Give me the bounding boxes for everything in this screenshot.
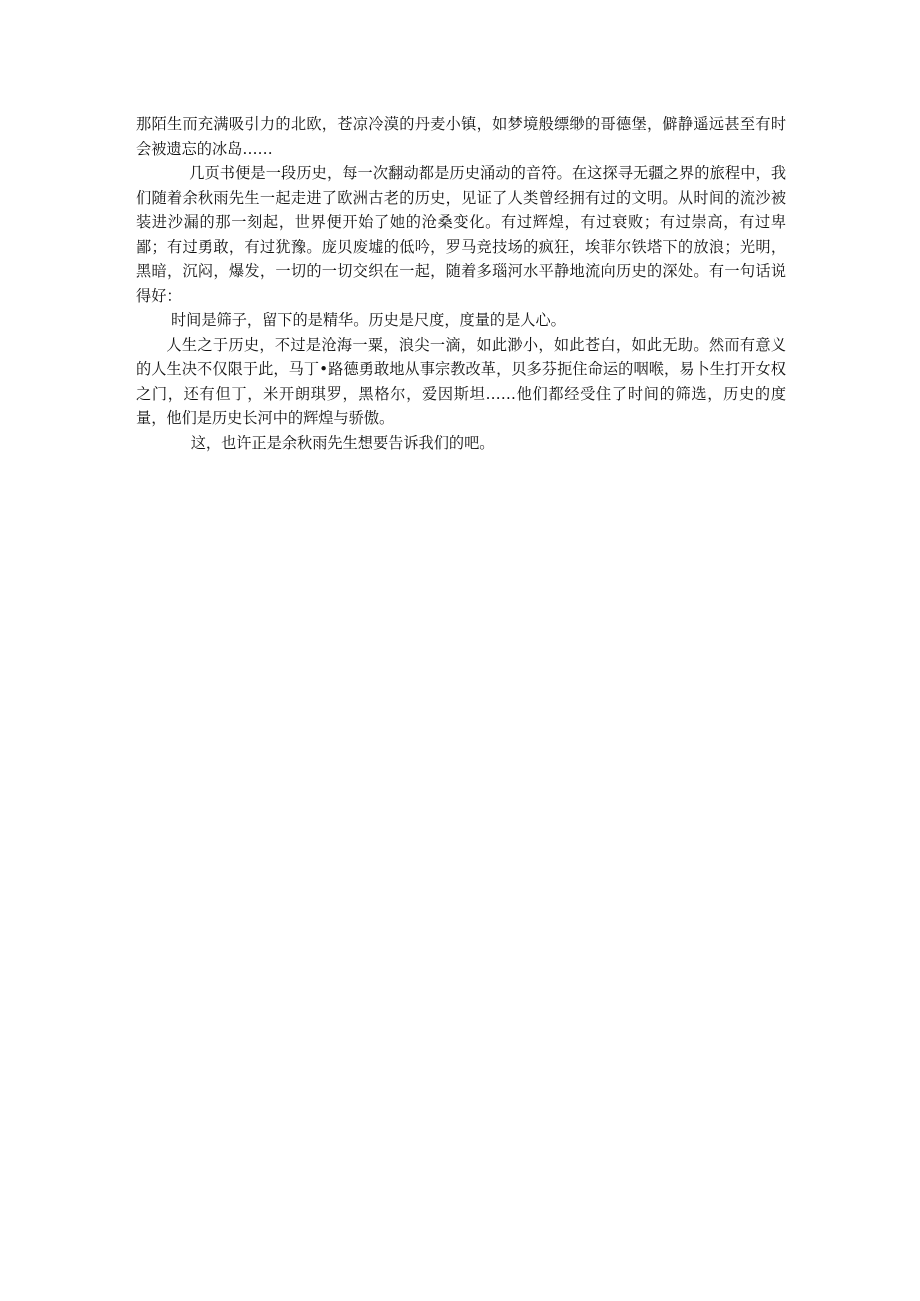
paragraph-quote: 时间是筛子，留下的是精华。历史是尺度，度量的是人心。 xyxy=(170,311,566,329)
paragraph-history-pages: 几页书便是一段历史，每一次翻动都是历史涌动的音符。在这探寻无疆之界的旅程中，我们随着余秋雨先生一起走进了欧洲古老的历史，见证了人类曾经拥有过的文明。从时间的流沙被装进沙漏的那一刻起，世界便开始了她的沧桑变化。有过辉煌，有过衰败；有过崇高，有过卑鄙；有过勇敢，有过犹豫。庞贝废墟的低吟，罗马竞技场的疯狂，埃菲尔铁塔下的放浪；光明，黑暗，沉闷，爆发，一切的一切交织在一起，随着多瑙河水平静地流向历史的深处。有一句话说得好： xyxy=(136,164,786,305)
paragraph-closing: 这，也许正是余秋雨先生想要告诉我们的吧。 xyxy=(190,433,495,452)
document-body xyxy=(136,112,786,455)
paragraph-northern-europe: 那陌生而充满吸引力的北欧，苍凉冷漠的丹麦小镇，如梦境般缥缈的哥德堡，僻静遥远甚至有时会被遗忘的冰岛…… xyxy=(136,115,786,158)
paragraph-life-and-history: 人生之于历史，不过是沧海一粟，浪尖一滴，如此渺小，如此苍白，如此无助。然而有意义的人生决不仅限于此，马丁•路德勇敢地从事宗教改革，贝多芬扼住命运的咽喉，易卜生打开女权之门，还有但丁，米开朗琪罗，黑格尔，爱因斯坦……他们都经受住了时间的筛选，历史的度量，他们是历史长河中的辉煌与骄傲。 xyxy=(136,335,786,427)
